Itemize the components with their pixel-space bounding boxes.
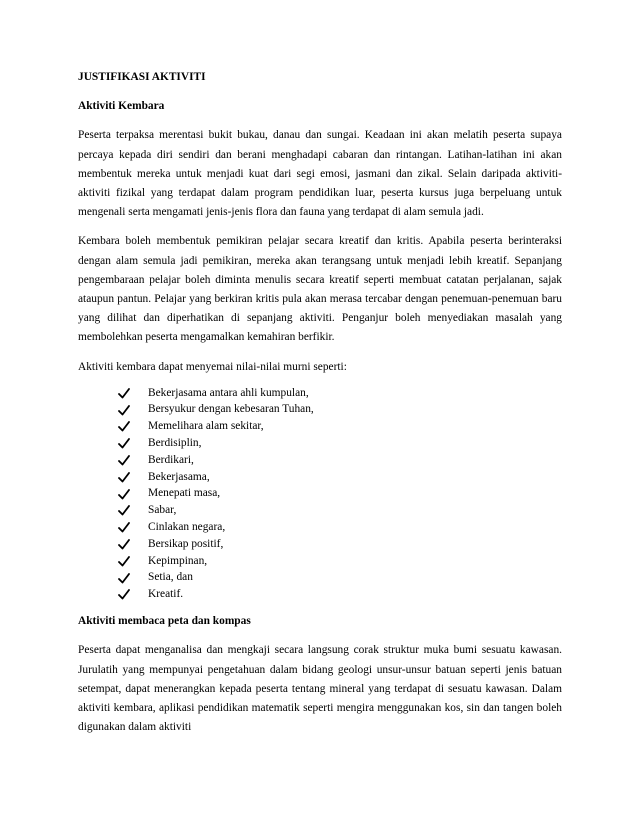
value-list-item <box>78 536 562 553</box>
checkmark-icon <box>78 505 148 516</box>
checkmark-icon <box>78 556 148 567</box>
value-item-text: Menepati masa, <box>148 487 221 500</box>
checkmark-icon <box>78 455 148 466</box>
checkmark-icon <box>78 438 148 449</box>
value-list-item <box>78 402 562 419</box>
checkmark-icon <box>78 522 148 533</box>
value-item-text: Bersyukur dengan kebesaran Tuhan, <box>148 403 314 416</box>
value-list-item <box>78 435 562 452</box>
checkmark-icon <box>78 472 148 483</box>
checkmark-icon <box>78 589 148 600</box>
value-list-item <box>78 486 562 503</box>
checkmark-icon <box>78 421 148 432</box>
value-item-text: Setia, dan <box>148 571 193 584</box>
section-heading-peta-kompas: Aktiviti membaca peta dan kompas <box>78 615 251 628</box>
checkmark-icon <box>78 489 148 500</box>
value-list-item <box>78 553 562 570</box>
paragraph-2: Kembara boleh membentuk pemikiran pelajar secara kreatif dan kritis. Apabila peserta berinteraksi dengan alam semula jadi pemikiran, mereka akan terangsang untuk menjadi lebih kreatif. Sepanjang pengembaraan pelajar boleh diminta menulis secara kreatif seperti membuat catatan perjalanan, sajak ataupun pantun. Pelajar yang berkiran kritis pula akan merasa tercabar dengan penemuan-penemuan baru yang dilihat dan diperhatikan di sepanjang aktiviti. Penganjur boleh menyediakan masalah yang membolehkan peserta mengamalkan kemahiran berfikir. <box>78 235 562 344</box>
value-list-item <box>78 385 562 402</box>
value-list-item <box>78 586 562 603</box>
value-item-text: Memelihara alam sekitar, <box>148 420 264 433</box>
checkmark-icon <box>78 573 148 584</box>
value-list-item <box>78 502 562 519</box>
value-item-text: Bekerjasama, <box>148 470 210 483</box>
value-item-text: Kreatif. <box>148 588 184 601</box>
value-list-item <box>78 469 562 486</box>
checkmark-icon <box>78 405 148 416</box>
value-item-text: Cinlakan negara, <box>148 521 226 534</box>
section-heading-kembara: Aktiviti Kembara <box>78 100 165 113</box>
value-item-text: Sabar, <box>148 504 177 517</box>
values-list <box>78 385 562 603</box>
value-item-text: Bersikap positif, <box>148 537 224 550</box>
document-title: JUSTIFIKASI AKTIVITI <box>78 71 206 83</box>
paragraph-3: Peserta dapat menganalisa dan mengkaji secara langsung corak struktur muka bumi sesuatu kawasan. Jurulatih yang mempunyai pengetahuan dalam bidang geologi unsur-unsur batuan seperti jenis batuan setempat, dapat menerangkan kepada peserta tentang mineral yang terdapat di sesuatu kawasan. Dalam aktiviti kembara, aplikasi pendidikan matematik seperti mengira menggunakan kos, sin dan tangen boleh digunakan dalam aktiviti <box>78 644 562 734</box>
values-intro: Aktiviti kembara dapat menyemai nilai-nilai murni seperti: <box>78 360 347 373</box>
value-item-text: Berdisiplin, <box>148 437 202 450</box>
value-item-text: Berdikari, <box>148 453 194 466</box>
document-page <box>78 68 562 747</box>
value-list-item <box>78 570 562 587</box>
paragraph-1: Peserta terpaksa merentasi bukit bukau, danau dan sungai. Keadaan ini akan melatih peserta supaya percaya kepada diri sendiri dan berani menghadapi cabaran dan rintangan. Latihan-latihan ini akan membentuk mereka untuk menjadi kuat dari segi emosi, jasmani dan zikal. Selain daripada aktiviti-aktiviti fizikal yang terdapat dalam program pendidikan luar, peserta kursus juga berpeluang untuk mengenali serta mengamati jenis-jenis flora dan fauna yang terdapat di alam semula jadi. <box>78 129 562 219</box>
checkmark-icon <box>78 539 148 550</box>
value-item-text: Kepimpinan, <box>148 554 208 567</box>
value-list-item <box>78 519 562 536</box>
value-list-item <box>78 452 562 469</box>
checkmark-icon <box>78 388 148 399</box>
value-list-item <box>78 418 562 435</box>
value-item-text: Bekerjasama antara ahli kumpulan, <box>148 386 309 399</box>
